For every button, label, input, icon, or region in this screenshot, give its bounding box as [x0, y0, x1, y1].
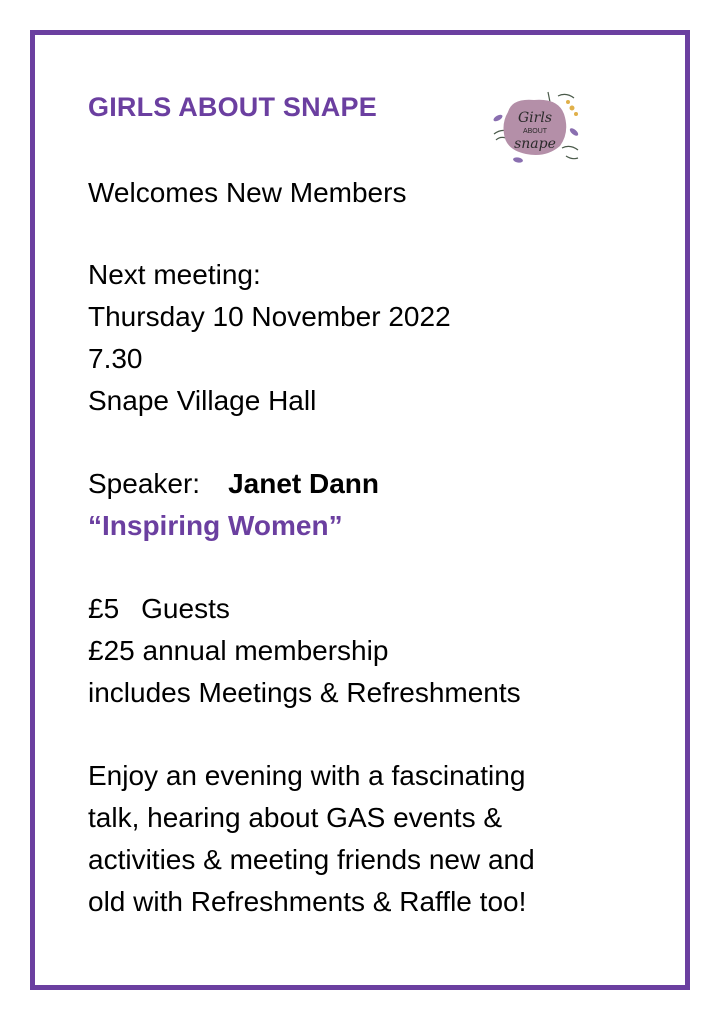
description-line: Enjoy an evening with a fascinating: [88, 760, 526, 791]
talk-title: “Inspiring Women”: [88, 510, 343, 541]
girls-about-snape-logo-icon: [488, 88, 584, 168]
page-title: GIRLS ABOUT SNAPE: [88, 92, 377, 122]
description-line: old with Refreshments & Raffle too!: [88, 886, 527, 917]
guest-price-line: [88, 592, 230, 626]
logo-text-line1: Girls: [517, 110, 553, 126]
meeting-time: 7.30: [88, 343, 143, 374]
speaker-label: Speaker:: [88, 468, 201, 499]
membership-price: £25 annual membership: [88, 635, 389, 666]
logo-text-line2: ABOUT: [522, 128, 548, 135]
description-line: activities & meeting friends new and: [88, 844, 535, 875]
intro-text: Welcomes New Members: [88, 177, 407, 208]
description-line: talk, hearing about GAS events &: [88, 802, 503, 833]
meeting-date: Thursday 10 November 2022: [88, 301, 451, 332]
speaker-name: Janet Dann: [228, 468, 380, 499]
guest-label: Guests: [141, 593, 230, 624]
logo-text-line3: snape: [514, 136, 556, 152]
meeting-label: Next meeting:: [88, 259, 261, 290]
guest-price: £5: [88, 593, 120, 624]
speaker-line: [88, 467, 379, 501]
membership-includes: includes Meetings & Refreshments: [88, 677, 521, 708]
meeting-venue: Snape Village Hall: [88, 385, 317, 416]
